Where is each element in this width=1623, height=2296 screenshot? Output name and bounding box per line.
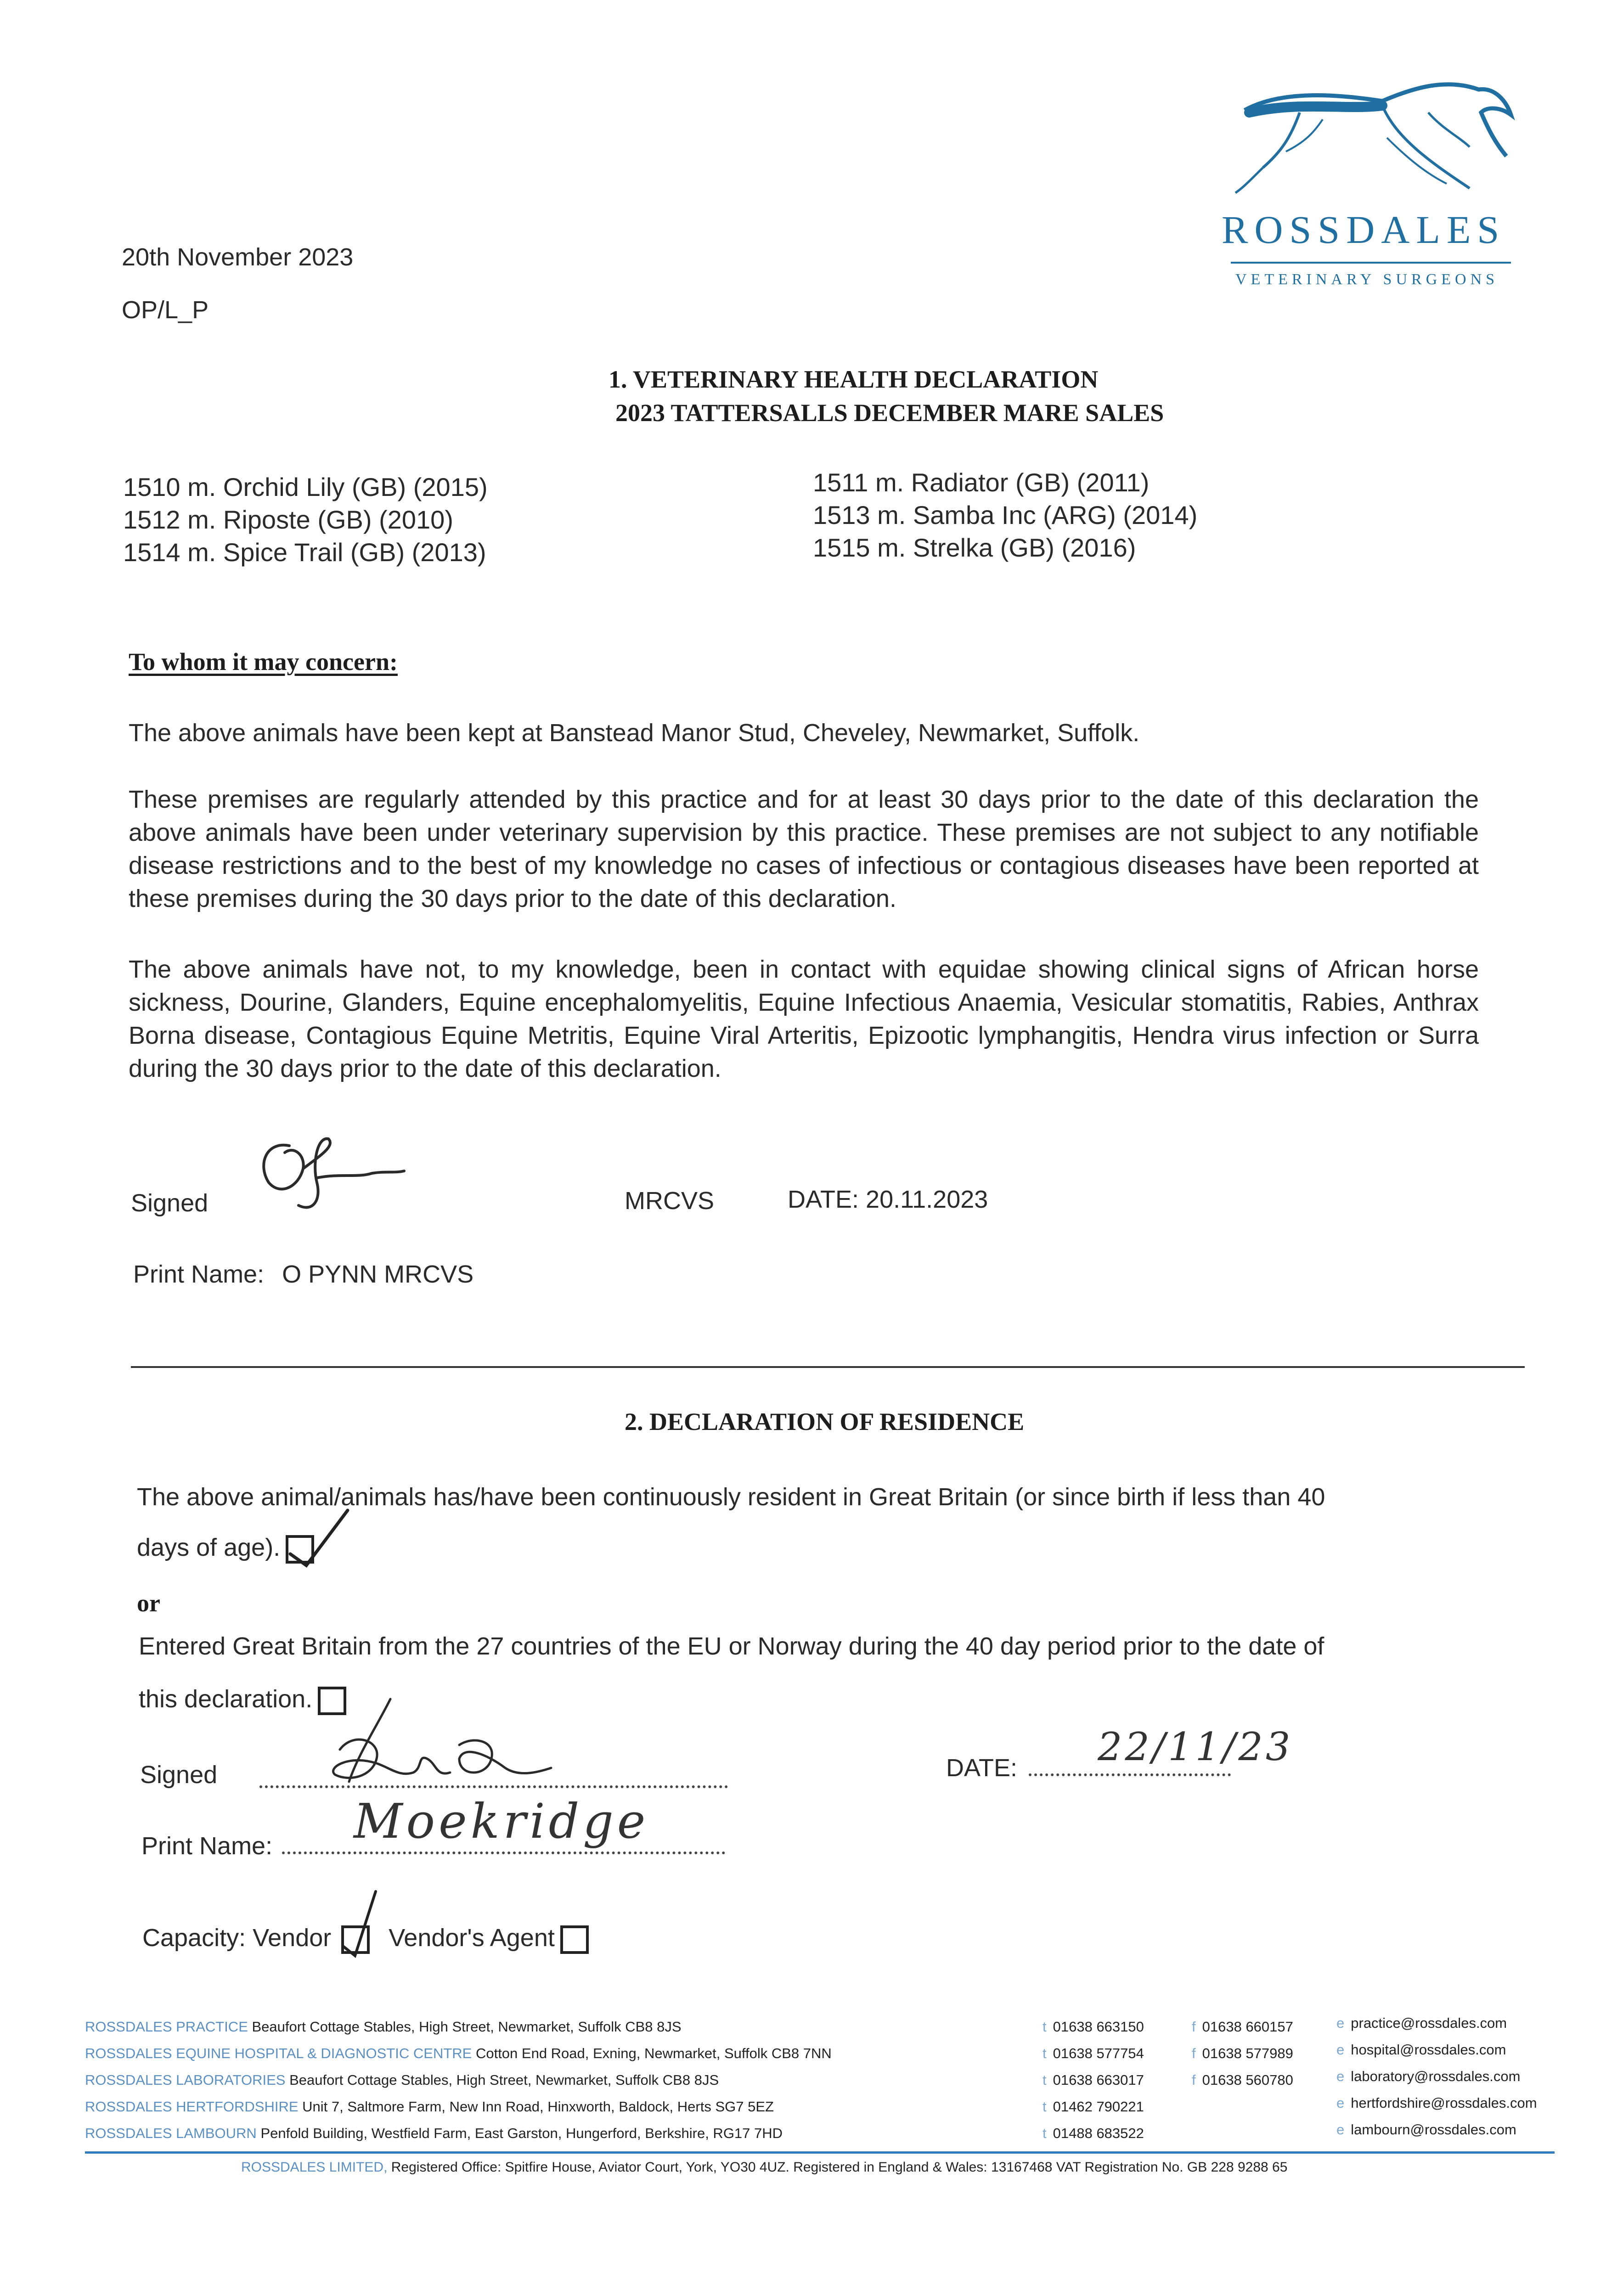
footer-email[interactable] (1336, 2090, 1537, 2116)
horse-entry: 1512 m. Riposte (GB) (2010) (123, 505, 453, 534)
footer-tel (1043, 2014, 1144, 2040)
footer-row (85, 2120, 783, 2147)
capacity-agent-label: Vendor's Agent (389, 1924, 555, 1952)
vendor-date-value: 22/11/23 (1098, 1724, 1293, 1769)
footer-row (85, 2014, 682, 2040)
tel-value: 01638 577754 (1053, 2045, 1144, 2061)
residence-option1-line2 (137, 1531, 314, 1564)
logo-tagline: VETERINARY SURGEONS (1235, 271, 1499, 288)
capacity-vendor-checkbox[interactable] (341, 1925, 370, 1954)
fax-value: 01638 577989 (1202, 2045, 1293, 2061)
tel-value: 01462 790221 (1053, 2099, 1144, 2115)
footer-row-label: ROSSDALES LAMBOURN (85, 2125, 257, 2141)
footer-row-label: ROSSDALES EQUINE HOSPITAL & DIAGNOSTIC CENTRE (85, 2045, 472, 2061)
letter-date: 20th November 2023 (122, 243, 354, 271)
vendor-date-label: DATE: (946, 1754, 1018, 1782)
footer-row-address: Beaufort Cottage Stables, High Street, Newmarket, Suffolk CB8 8JS (289, 2072, 719, 2088)
horse-logo-icon (1231, 69, 1516, 207)
vet-print-name-label: Print Name: (133, 1261, 265, 1288)
horse-entry: 1514 m. Spice Trail (GB) (2013) (123, 538, 486, 567)
residence-option1-text: days of age). (137, 1534, 281, 1561)
footer-email[interactable] (1336, 2037, 1537, 2063)
footer-rule (85, 2151, 1555, 2154)
residence-option1-line1: The above animal/animals has/have been continuously resident in Great Britain (or since birth if less than 40 (137, 1483, 1325, 1511)
footer-tel (1043, 2093, 1144, 2120)
horse-list-right (813, 466, 1197, 564)
paragraph-supervision: These premises are regularly attended by this practice and for at least 30 days prior to the date of this declaration the above animals have been under veterinary supervision by this practice. These premises are not subject to any notifiable disease restrictions and to the best of my knowledge no cases of infectious or contagious diseases have been reported at these premises during the 30 days prior to the date of this declaration. (129, 786, 1479, 912)
registered-text: Registered Office: Spitfire House, Aviator Court, York, YO30 4UZ. Registered in England & Wales: 13167468 VAT Registration No. GB 228 9288 65 (391, 2160, 1288, 2175)
footer-row (85, 2067, 719, 2093)
residence-option2-text: this declaration. (139, 1685, 313, 1713)
registered-label: ROSSDALES LIMITED, (241, 2160, 388, 2175)
residence-option2-line1: Entered Great Britain from the 27 countries of the EU or Norway during the 40 day period prior to the date of (139, 1632, 1324, 1660)
vet-date-label: DATE: (788, 1186, 859, 1213)
horse-entry: 1515 m. Strelka (GB) (2016) (813, 533, 1136, 562)
residence-option1-checkbox[interactable] (286, 1535, 314, 1564)
fax-prefix: f (1192, 2019, 1196, 2035)
vendor-print-name-value: Moekridge (354, 1793, 649, 1849)
fax-value: 01638 560780 (1202, 2072, 1293, 2088)
footer-row-label: ROSSDALES HERTFORDSHIRE (85, 2099, 299, 2115)
tel-prefix: t (1043, 2125, 1047, 2141)
tel-prefix: t (1043, 2099, 1047, 2115)
footer-row-address: Beaufort Cottage Stables, High Street, Newmarket, Suffolk CB8 8JS (252, 2019, 682, 2035)
section1-title (609, 365, 1098, 394)
footer-row-label: ROSSDALES PRACTICE (85, 2019, 248, 2035)
tel-prefix: t (1043, 2019, 1047, 2035)
vet-date-value: 20.11.2023 (866, 1186, 988, 1213)
email-value[interactable]: laboratory@rossdales.com (1351, 2068, 1521, 2084)
capacity-label: Capacity: Vendor (142, 1924, 332, 1952)
fax-prefix: f (1192, 2072, 1196, 2088)
footer-email-column (1336, 2010, 1537, 2143)
vet-mrcvs-label: MRCVS (625, 1187, 715, 1215)
paragraph-contact: The above animals have not, to my knowledge, been in contact with equidae showing clinical signs of African horse sickness, Dourine, Glanders, Equine encephalomyelitis, Equine Infectious Anaemia, Vesicular stomatitis, Rabies, Anthrax Borna disease, Contagious Equine Metritis, Equine Viral Arteritis, Epizootic lymphangitis, Hendra virus infection or Surra during the 30 days prior to the date of this declaration. (129, 956, 1479, 1082)
vet-signed-label: Signed (131, 1189, 209, 1217)
footer-fax (1192, 2014, 1293, 2040)
footer-registered (241, 2154, 1287, 2181)
vet-date (788, 1183, 988, 1216)
section1-subtitle: 2023 TATTERSALLS DECEMBER MARE SALES (615, 399, 1164, 427)
vendor-signature (321, 1690, 606, 1795)
vendor-print-name-label: Print Name: (141, 1832, 273, 1860)
footer-tel (1043, 2067, 1144, 2093)
letter-reference: OP/L_P (122, 296, 209, 324)
section1-number: 1. (609, 366, 627, 393)
section1-title-text: VETERINARY HEALTH DECLARATION (633, 366, 1099, 393)
footer-row (85, 2040, 832, 2067)
fax-prefix: f (1192, 2045, 1196, 2061)
capacity-row (142, 1922, 589, 1954)
footer-email[interactable] (1336, 2010, 1537, 2037)
email-prefix: e (1336, 2042, 1345, 2058)
fax-value: 01638 660157 (1202, 2019, 1293, 2035)
residence-option2-line2 (139, 1683, 346, 1715)
footer-tel (1043, 2040, 1144, 2067)
horse-entry: 1510 m. Orchid Lily (GB) (2015) (123, 473, 488, 501)
section-divider (131, 1366, 1525, 1368)
footer-tel-column (1043, 2014, 1144, 2147)
logo-divider (1231, 262, 1511, 264)
or-label: or (137, 1589, 160, 1617)
footer-row-address: Unit 7, Saltmore Farm, New Inn Road, Hinxworth, Baldock, Herts SG7 5EZ (302, 2099, 774, 2115)
vet-signature (248, 1127, 423, 1215)
email-value[interactable]: lambourn@rossdales.com (1351, 2122, 1516, 2138)
footer-row (85, 2093, 774, 2120)
footer-fax (1192, 2040, 1293, 2067)
email-prefix: e (1336, 2015, 1345, 2031)
email-prefix: e (1336, 2068, 1345, 2084)
paragraph-premises: The above animals have been kept at Banstead Manor Stud, Cheveley, Newmarket, Suffolk. (129, 719, 1140, 747)
email-value[interactable]: hertfordshire@rossdales.com (1351, 2095, 1537, 2111)
section2-title: 2. DECLARATION OF RESIDENCE (625, 1408, 1025, 1435)
email-value[interactable]: practice@rossdales.com (1351, 2015, 1507, 2031)
vet-print-name-value: O PYNN MRCVS (282, 1261, 474, 1288)
horse-entry: 1511 m. Radiator (GB) (2011) (813, 468, 1150, 497)
footer-email[interactable] (1336, 2116, 1537, 2143)
horse-entry: 1513 m. Samba Inc (ARG) (2014) (813, 501, 1198, 529)
footer-row-address: Penfold Building, Westfield Farm, East Garston, Hungerford, Berkshire, RG17 7HD (260, 2125, 783, 2141)
vet-print-name (133, 1258, 473, 1290)
tel-prefix: t (1043, 2072, 1047, 2088)
footer-fax-column (1192, 2014, 1293, 2093)
footer-fax (1192, 2067, 1293, 2093)
footer-tel (1043, 2120, 1144, 2147)
rossdales-logo (1222, 69, 1525, 294)
tel-value: 01638 663150 (1053, 2019, 1144, 2035)
email-prefix: e (1336, 2095, 1345, 2111)
tel-value: 01638 663017 (1053, 2072, 1144, 2088)
horse-list-left (123, 471, 488, 568)
tel-value: 01488 683522 (1053, 2125, 1144, 2141)
footer-row-label: ROSSDALES LABORATORIES (85, 2072, 286, 2088)
footer-row-address: Cotton End Road, Exning, Newmarket, Suffolk CB8 7NN (475, 2045, 832, 2061)
vendor-signed-label: Signed (140, 1761, 218, 1789)
logo-name: ROSSDALES (1222, 208, 1506, 252)
salutation: To whom it may concern: (129, 648, 398, 675)
tel-prefix: t (1043, 2045, 1047, 2061)
footer-email[interactable] (1336, 2063, 1537, 2090)
email-value[interactable]: hospital@rossdales.com (1351, 2042, 1506, 2058)
capacity-agent-checkbox[interactable] (560, 1925, 589, 1954)
email-prefix: e (1336, 2122, 1345, 2138)
